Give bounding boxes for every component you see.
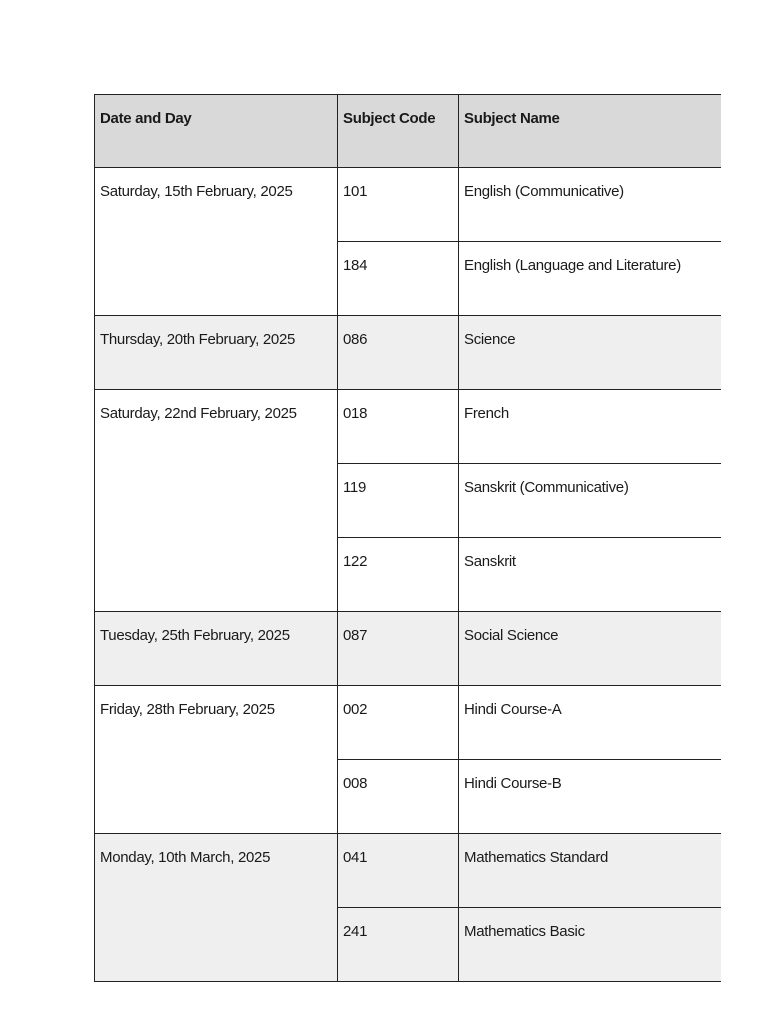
subject-code-cell: 086 [338, 316, 459, 390]
subject-name-cell: Hindi Course-B [459, 760, 721, 834]
header-subject-name: Subject Name [459, 95, 721, 168]
subject-code-cell: 241 [338, 908, 459, 982]
subject-code-cell: 041 [338, 834, 459, 908]
table-row [95, 612, 721, 686]
table-row [95, 168, 721, 242]
exam-date-cell: Saturday, 22nd February, 2025 [95, 390, 338, 612]
subject-code-cell: 018 [338, 390, 459, 464]
table-row [95, 316, 721, 390]
table-row [95, 686, 721, 760]
exam-schedule-table [94, 94, 721, 982]
subject-code-cell: 101 [338, 168, 459, 242]
header-subject-code: Subject Code [338, 95, 459, 168]
schedule-body [95, 168, 721, 982]
subject-name-cell: Sanskrit (Communicative) [459, 464, 721, 538]
header-date-and-day: Date and Day [95, 95, 338, 168]
subject-code-cell: 122 [338, 538, 459, 612]
subject-code-cell: 184 [338, 242, 459, 316]
table-row [95, 390, 721, 464]
subject-name-cell: Hindi Course-A [459, 686, 721, 760]
subject-name-cell: Science [459, 316, 721, 390]
subject-name-cell: French [459, 390, 721, 464]
exam-date-cell: Tuesday, 25th February, 2025 [95, 612, 338, 686]
exam-date-cell: Thursday, 20th February, 2025 [95, 316, 338, 390]
exam-date-cell: Friday, 28th February, 2025 [95, 686, 338, 834]
subject-code-cell: 119 [338, 464, 459, 538]
subject-code-cell: 002 [338, 686, 459, 760]
subject-name-cell: English (Language and Literature) [459, 242, 721, 316]
table-row [95, 834, 721, 908]
subject-name-cell: Mathematics Basic [459, 908, 721, 982]
subject-code-cell: 008 [338, 760, 459, 834]
exam-schedule [94, 94, 720, 982]
subject-code-cell: 087 [338, 612, 459, 686]
exam-date-cell: Monday, 10th March, 2025 [95, 834, 338, 982]
subject-name-cell: Social Science [459, 612, 721, 686]
subject-name-cell: English (Communicative) [459, 168, 721, 242]
subject-name-cell: Sanskrit [459, 538, 721, 612]
exam-date-cell: Saturday, 15th February, 2025 [95, 168, 338, 316]
subject-name-cell: Mathematics Standard [459, 834, 721, 908]
header-row [95, 95, 721, 168]
